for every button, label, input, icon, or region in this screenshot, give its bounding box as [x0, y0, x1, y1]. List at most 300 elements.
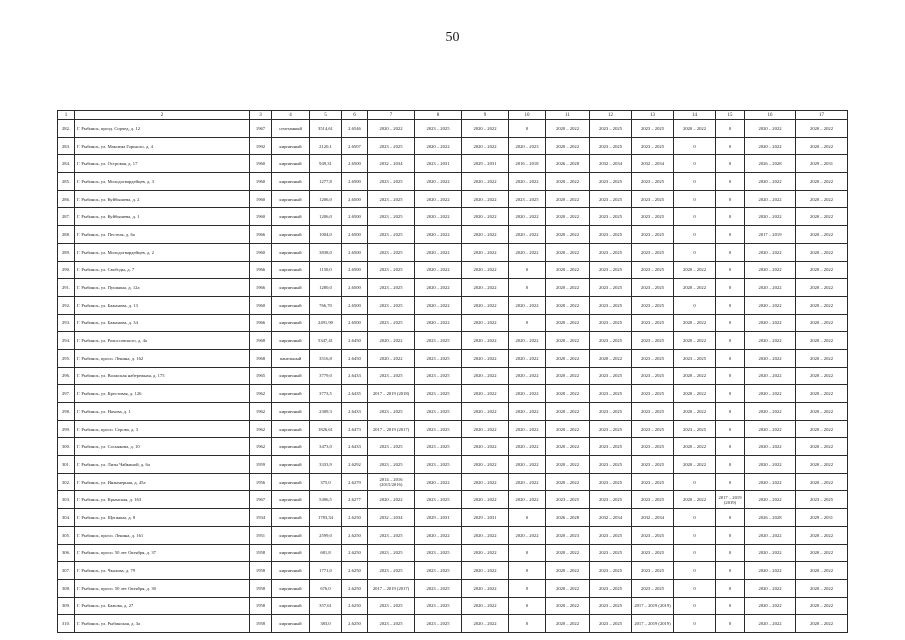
table-cell: 1960 [250, 208, 272, 226]
table-cell: 2020 – 2022 [415, 473, 462, 491]
table-row [58, 296, 848, 314]
address-cell: Г. Рыбинск, ул. Куйбышева, д. 2 [75, 190, 250, 208]
table-cell: 2020 – 2022 [546, 243, 590, 261]
row-number-cell: 310. [58, 615, 75, 633]
table-cell: 2020 – 2022 [745, 332, 796, 350]
table-cell: 0 [716, 243, 745, 261]
table-cell: 2020 – 2022 [796, 261, 848, 279]
address-cell: Г. Рыбинск, просп. 50 лет Октября, д. 37 [75, 544, 250, 562]
table-cell: 2.6250 [342, 544, 368, 562]
table-cell: 0 [716, 155, 745, 173]
table-cell: 2020 – 2022 [745, 296, 796, 314]
table-cell: 2017 – 2019 (2018) [368, 385, 415, 403]
table-cell: 2.6500 [342, 208, 368, 226]
table-cell: 2020 – 2023 [509, 137, 546, 155]
table-cell: 2020 – 2022 [796, 615, 848, 633]
header-row [58, 111, 848, 120]
table-cell: 0 [674, 173, 716, 191]
table-cell: 2.6500 [342, 173, 368, 191]
table-cell: 0 [716, 137, 745, 155]
table-cell: 2020 – 2022 [745, 526, 796, 544]
table-cell: 2020 – 2022 [546, 261, 590, 279]
table-cell: 2020 – 2022 [745, 473, 796, 491]
table-row [58, 579, 848, 597]
table-cell: 0 [674, 190, 716, 208]
table-cell: кирпичный [272, 208, 310, 226]
table-cell: 2023 – 2025 [590, 597, 632, 615]
table-cell: 2023 – 2025 [590, 367, 632, 385]
table-cell: 2023 – 2025 [632, 190, 674, 208]
table-cell: 1958 [250, 615, 272, 633]
table-cell: 2020 – 2022 [745, 491, 796, 509]
table-cell: 2020 – 2022 [462, 403, 509, 421]
table-cell: 1004,0 [310, 226, 342, 244]
table-cell: 2017 – 2019 (2019) [632, 615, 674, 633]
table-cell: 2023 – 2025 [632, 120, 674, 138]
table-cell: 1966 [250, 279, 272, 297]
table-cell: 2023 – 2025 [415, 420, 462, 438]
table-cell: 2023 – 2025 [632, 261, 674, 279]
table-cell: 1280,0 [310, 279, 342, 297]
table-cell: 1966 [250, 314, 272, 332]
address-cell: Г. Рыбинск, просп. Ленина, д. 162 [75, 349, 250, 367]
table-cell: 2023 – 2025 [415, 456, 462, 474]
table-cell: 2020 – 2022 [546, 367, 590, 385]
table-cell: 2023 – 2025 [590, 491, 632, 509]
table-cell: 1150,0 [310, 261, 342, 279]
table-cell: 2023 – 2025 [415, 120, 462, 138]
table-cell: 0 [674, 562, 716, 580]
address-cell: Г. Рыбинск, ул. Молодогвардейцев, д. 2 [75, 243, 250, 261]
table-cell: 2023 – 2025 [590, 579, 632, 597]
table-cell: 2023 – 2025 [415, 579, 462, 597]
address-cell: Г. Рыбинск, просп. Серова, д. 3 [75, 420, 250, 438]
table-cell: 2016 – 2018 [509, 155, 546, 173]
table-cell: 1206,0 [310, 190, 342, 208]
table-cell: кирпичный [272, 296, 310, 314]
table-cell: 2023 – 2025 [368, 296, 415, 314]
table-cell: 2020 – 2022 [796, 526, 848, 544]
table-row [58, 491, 848, 509]
table-cell: 2020 – 2022 [546, 208, 590, 226]
table-cell: 0 [716, 544, 745, 562]
row-number-cell: 309. [58, 597, 75, 615]
table-cell: кирпичный [272, 456, 310, 474]
table-cell: 2020 – 2023 [546, 526, 590, 544]
table-cell: 2023 – 2025 [590, 526, 632, 544]
table-cell: 2020 – 2022 [745, 456, 796, 474]
table-cell: кирпичный [272, 226, 310, 244]
table-cell: 0 [716, 615, 745, 633]
address-cell: Г. Рыбинск, просп. 50 лет Октября, д. 30 [75, 579, 250, 597]
table-cell: 2.6500 [342, 314, 368, 332]
table-cell: 2.6450 [342, 349, 368, 367]
table-cell: 2020 – 2022 [546, 314, 590, 332]
table-cell: 2020 – 2022 [509, 296, 546, 314]
address-cell: Г. Рыбинск, ул. Пестеля, д. 6а [75, 226, 250, 244]
table-cell: 2020 – 2022 [509, 385, 546, 403]
table-cell: 1962 [250, 403, 272, 421]
column-header-8: 8 [415, 111, 462, 120]
table-cell: 0 [716, 208, 745, 226]
table-cell: 2020 – 2022 [415, 208, 462, 226]
address-cell: Г. Рыбинск, ул. Пушкина, д. 12а [75, 279, 250, 297]
table-cell: 2023 – 2025 [632, 349, 674, 367]
table-cell: 2020 – 2022 [745, 261, 796, 279]
table-cell: 2020 – 2022 [509, 491, 546, 509]
table-cell: 2020 – 2022 [546, 279, 590, 297]
table-cell: 2023 – 2025 [368, 615, 415, 633]
table-cell: 2023 – 2025 [632, 314, 674, 332]
table-cell: 2.6500 [342, 243, 368, 261]
table-cell: 2020 – 2022 [368, 120, 415, 138]
table-cell: 2020 – 2022 [509, 526, 546, 544]
table-cell: 2020 – 2022 [590, 349, 632, 367]
table-cell: 2020 – 2022 [462, 420, 509, 438]
table-cell: 2023 – 2025 [368, 597, 415, 615]
table-cell: 1965 [250, 367, 272, 385]
table-cell: 3516,8 [310, 349, 342, 367]
table-row [58, 456, 848, 474]
table-cell: 2023 – 2025 [368, 403, 415, 421]
table-cell: 2020 – 2022 [796, 438, 848, 456]
table-cell: 2023 – 2025 [632, 226, 674, 244]
column-header-13: 13 [632, 111, 674, 120]
table-cell: 2020 – 2022 [546, 579, 590, 597]
table-cell: 2020 – 2022 [462, 243, 509, 261]
table-cell: 3838,0 [310, 243, 342, 261]
table-cell: 2032 – 2034 [590, 509, 632, 527]
table-cell: 2020 – 2022 [546, 332, 590, 350]
table-cell: 2020 – 2022 [546, 137, 590, 155]
table-cell: 0 [674, 226, 716, 244]
page-number: 50 [445, 30, 460, 45]
table-cell: 2023 – 2025 [632, 544, 674, 562]
table-cell: 1962 [250, 438, 272, 456]
table-cell: 2032 – 2034 [590, 155, 632, 173]
address-cell: Г. Рыбинск, ул. Соснякова, д. 10 [75, 438, 250, 456]
table-cell: 2020 – 2022 [674, 385, 716, 403]
table-cell: 681,8 [310, 544, 342, 562]
table-cell: 2020 – 2022 [368, 491, 415, 509]
table-cell: 0 [716, 509, 745, 527]
table-cell: 2020 – 2022 [674, 261, 716, 279]
table-cell: 2.6500 [342, 155, 368, 173]
table-cell: 0 [716, 226, 745, 244]
table-cell: 2023 – 2031 [415, 155, 462, 173]
table-cell: 3473,0 [310, 438, 342, 456]
table-cell: 1966 [250, 226, 272, 244]
table-cell: 1951 [250, 526, 272, 544]
table-cell: кирпичный [272, 420, 310, 438]
address-cell: Г. Рыбинск, ул. Щепкина, д. 8 [75, 509, 250, 527]
table-cell: 1934 [250, 509, 272, 527]
address-cell: Г. Рыбинск, ул. Волжская набережная, д. 175 [75, 367, 250, 385]
address-cell: Г. Рыбинск, ул. Бажанова, д. 34 [75, 314, 250, 332]
table-cell: 2020 – 2022 [745, 544, 796, 562]
table-cell: 2020 – 2022 [546, 562, 590, 580]
table-cell: 2017 – 2019 (2019) [716, 491, 745, 509]
row-number-cell: 285. [58, 173, 75, 191]
row-number-cell: 301. [58, 456, 75, 474]
table-cell: кирпичный [272, 473, 310, 491]
table-cell: 2023 – 2025 [368, 279, 415, 297]
table-cell: 2020 – 2022 [462, 208, 509, 226]
row-number-cell: 284. [58, 155, 75, 173]
table-cell: 2023 – 2025 [415, 562, 462, 580]
table-cell: 2.6250 [342, 526, 368, 544]
table-cell: 2023 – 2025 [368, 261, 415, 279]
table-cell: 2023 – 2025 [632, 579, 674, 597]
table-cell: 2020 – 2022 [796, 367, 848, 385]
table-cell: 2023 – 2025 [632, 403, 674, 421]
table-cell: 2020 – 2022 [546, 456, 590, 474]
table-cell: 0 [509, 562, 546, 580]
table-cell: кирпичный [272, 562, 310, 580]
table-cell: 1968 [250, 332, 272, 350]
table-cell: 0 [674, 544, 716, 562]
row-number-cell: 290. [58, 261, 75, 279]
table-cell: 2023 – 2025 [632, 367, 674, 385]
table-cell: 2023 – 2025 [632, 243, 674, 261]
table-cell: 0 [509, 544, 546, 562]
table-cell: 0 [716, 367, 745, 385]
table-cell: 2020 – 2022 [796, 332, 848, 350]
table-cell: кирпичный [272, 597, 310, 615]
table-cell: 1206,0 [310, 208, 342, 226]
table-cell: 2023 – 2025 [415, 385, 462, 403]
table-cell: 2020 – 2022 [796, 403, 848, 421]
table-cell: 2020 – 2022 [415, 190, 462, 208]
table-cell: 2023 – 2025 [368, 438, 415, 456]
table-cell: 2020 – 2022 [462, 438, 509, 456]
column-header-7: 7 [368, 111, 415, 120]
row-number-cell: 289. [58, 243, 75, 261]
table-cell: 0 [716, 296, 745, 314]
table-cell: кирпичный [272, 526, 310, 544]
table-cell: 2020 – 2022 [674, 314, 716, 332]
address-cell: Г. Рыбинск, ул. Куйбышева, д. 1 [75, 208, 250, 226]
table-cell: 2020 – 2022 [745, 615, 796, 633]
table-row [58, 173, 848, 191]
table-cell: 0 [509, 314, 546, 332]
table-cell: 2.6450 [342, 332, 368, 350]
table-cell: 2023 – 2025 [590, 544, 632, 562]
table-cell: 2023 – 2025 [632, 456, 674, 474]
table-cell: 2020 – 2022 [796, 544, 848, 562]
table-cell: 2023 – 2025 [415, 332, 462, 350]
table-cell: 2020 – 2022 [368, 349, 415, 367]
table-cell: 2020 – 2022 [796, 562, 848, 580]
table-cell: 2023 – 2025 [415, 349, 462, 367]
table-cell: 2020 – 2022 [509, 473, 546, 491]
row-number-cell: 299. [58, 420, 75, 438]
table-cell: 2020 – 2022 [462, 120, 509, 138]
table-cell: 3333,9 [310, 456, 342, 474]
table-cell: 2023 – 2025 [546, 491, 590, 509]
table-cell: 2.6250 [342, 615, 368, 633]
table-cell: 2023 – 2025 [590, 279, 632, 297]
table-cell: 2023 – 2025 [368, 226, 415, 244]
table-cell: 2020 – 2022 [509, 332, 546, 350]
table-cell: 0 [509, 579, 546, 597]
table-cell: 2023 – 2025 [415, 544, 462, 562]
table-cell: 2023 – 2025 [632, 526, 674, 544]
table-cell: 2309,3 [310, 403, 342, 421]
table-cell: 0 [716, 420, 745, 438]
table-cell: 2023 – 2025 [632, 208, 674, 226]
table-cell: 0 [509, 509, 546, 527]
row-number-cell: 302. [58, 473, 75, 491]
table-cell: 1959 [250, 456, 272, 474]
table-cell: 2017 – 2019 [745, 226, 796, 244]
table-cell: кирпичный [272, 279, 310, 297]
table-cell: 2020 – 2022 [415, 137, 462, 155]
table-cell: 2029 – 2031 [415, 509, 462, 527]
address-cell: Г. Рыбинск, ул. Свободы, д. 7 [75, 261, 250, 279]
table-cell: 2120,1 [310, 137, 342, 155]
table-cell: 2020 – 2022 [745, 120, 796, 138]
table-cell: 0 [716, 403, 745, 421]
table-row [58, 403, 848, 421]
table-cell: 2491,90 [310, 314, 342, 332]
table-cell: 2020 – 2022 [462, 367, 509, 385]
table-cell: 0 [674, 155, 716, 173]
table-cell: 2023 – 2025 [590, 473, 632, 491]
table-cell: 2020 – 2022 [546, 385, 590, 403]
column-header-10: 10 [509, 111, 546, 120]
table-cell: 1968 [250, 349, 272, 367]
table-row [58, 615, 848, 633]
table-cell: 2020 – 2022 [546, 296, 590, 314]
table-cell: 2023 – 2025 [368, 137, 415, 155]
table-cell: 2020 – 2022 [745, 208, 796, 226]
table-cell: 2020 – 2022 [546, 120, 590, 138]
table-cell: 2020 – 2022 [745, 385, 796, 403]
table-cell: 1960 [250, 190, 272, 208]
table-cell: 2023 – 2025 [590, 562, 632, 580]
table-cell: 2020 – 2022 [462, 615, 509, 633]
row-number-cell: 292. [58, 296, 75, 314]
table-cell: 0 [674, 509, 716, 527]
table-cell: 2023 – 2025 [632, 491, 674, 509]
row-number-cell: 303. [58, 491, 75, 509]
row-number-cell: 286. [58, 190, 75, 208]
table-cell: 2020 – 2022 [462, 261, 509, 279]
table-row [58, 473, 848, 491]
table-row [58, 314, 848, 332]
table-cell: 2020 – 2022 [796, 296, 848, 314]
table-cell: 0 [716, 438, 745, 456]
table-row [58, 155, 848, 173]
table-cell: 0 [674, 296, 716, 314]
table-cell: 0 [716, 562, 745, 580]
table-cell: 2029 – 2031 [462, 509, 509, 527]
table-cell: 2.6250 [342, 597, 368, 615]
table-cell: 2017 – 2019 (2017) [368, 579, 415, 597]
table-cell: 1960 [250, 296, 272, 314]
table-cell: 2020 – 2022 [509, 208, 546, 226]
table-cell: 1967 [250, 120, 272, 138]
table-cell: 2020 – 2022 [796, 120, 848, 138]
address-cell: Г. Рыбинск, ул. Максима Горького, д. 4 [75, 137, 250, 155]
table-cell: кирпичный [272, 332, 310, 350]
table-cell: 2599,0 [310, 526, 342, 544]
table-cell: 0 [716, 456, 745, 474]
table-cell: 2.6433 [342, 403, 368, 421]
table-cell: 2020 – 2022 [745, 279, 796, 297]
row-number-cell: 283. [58, 137, 75, 155]
table-cell: 2032 – 2034 [368, 509, 415, 527]
address-cell: Г. Рыбинск, ул. Молодогвардейцев, д. 3 [75, 173, 250, 191]
table-cell: 1967 [250, 491, 272, 509]
table-cell: 2023 – 2025 [632, 385, 674, 403]
table-cell: 2020 – 2022 [415, 279, 462, 297]
table-cell: кирпичный [272, 155, 310, 173]
table-cell: 2023 – 2025 [590, 208, 632, 226]
table-cell: 2023 – 2025 [590, 261, 632, 279]
table-cell: 2023 – 2025 [415, 491, 462, 509]
table-cell: 2020 – 2022 [796, 473, 848, 491]
table-cell: 2026 – 2028 [745, 155, 796, 173]
table-cell: 2020 – 2022 [674, 367, 716, 385]
table-cell: 2023 – 2025 [368, 243, 415, 261]
table-cell: 2020 – 2022 [745, 314, 796, 332]
table-cell: 0 [509, 597, 546, 615]
table-cell: 2020 – 2022 [745, 349, 796, 367]
table-cell: 2026 – 2028 [546, 509, 590, 527]
table-cell: 2023 – 2025 [590, 137, 632, 155]
table-cell: 2026 – 2028 [745, 509, 796, 527]
table-row [58, 226, 848, 244]
table-cell: 2.6435 [342, 385, 368, 403]
table-cell: 0 [716, 332, 745, 350]
table-cell: 2020 – 2022 [796, 420, 848, 438]
table-cell: 2020 – 2022 [415, 243, 462, 261]
table-cell: кирпичный [272, 579, 310, 597]
table-cell: 1826,61 [310, 420, 342, 438]
table-cell: 2023 – 2025 [632, 279, 674, 297]
table-cell: 2020 – 2022 [796, 597, 848, 615]
table-cell: 2020 – 2022 [462, 332, 509, 350]
table-cell: 2020 – 2022 [745, 562, 796, 580]
table-cell: 2023 – 2025 [632, 562, 674, 580]
table-cell: кирпичный [272, 491, 310, 509]
table-row [58, 120, 848, 138]
table-cell: 0 [716, 473, 745, 491]
table-cell: панельный [272, 349, 310, 367]
table-cell: 2020 – 2022 [745, 597, 796, 615]
row-number-cell: 295. [58, 349, 75, 367]
table-cell: 2032 – 2034 [632, 155, 674, 173]
table-cell: 2023 – 2025 [590, 438, 632, 456]
column-header-11: 11 [546, 111, 590, 120]
table-cell: 2023 – 2025 [632, 438, 674, 456]
table-cell: 2023 – 2025 [632, 296, 674, 314]
table-cell: 1962 [250, 420, 272, 438]
table-cell: 2023 – 2025 [590, 420, 632, 438]
table-cell: 2023 – 2025 [368, 562, 415, 580]
table-cell: 2023 – 2025 [368, 544, 415, 562]
table-cell: 2023 – 2025 [590, 120, 632, 138]
table-cell: 2020 – 2022 [674, 438, 716, 456]
table-cell: 2023 – 2025 [674, 349, 716, 367]
row-number-cell: 291. [58, 279, 75, 297]
table-cell: 0 [674, 473, 716, 491]
table-cell: 1966 [250, 261, 272, 279]
table-cell: 2020 – 2022 [509, 173, 546, 191]
table-cell: 2020 – 2022 [462, 456, 509, 474]
